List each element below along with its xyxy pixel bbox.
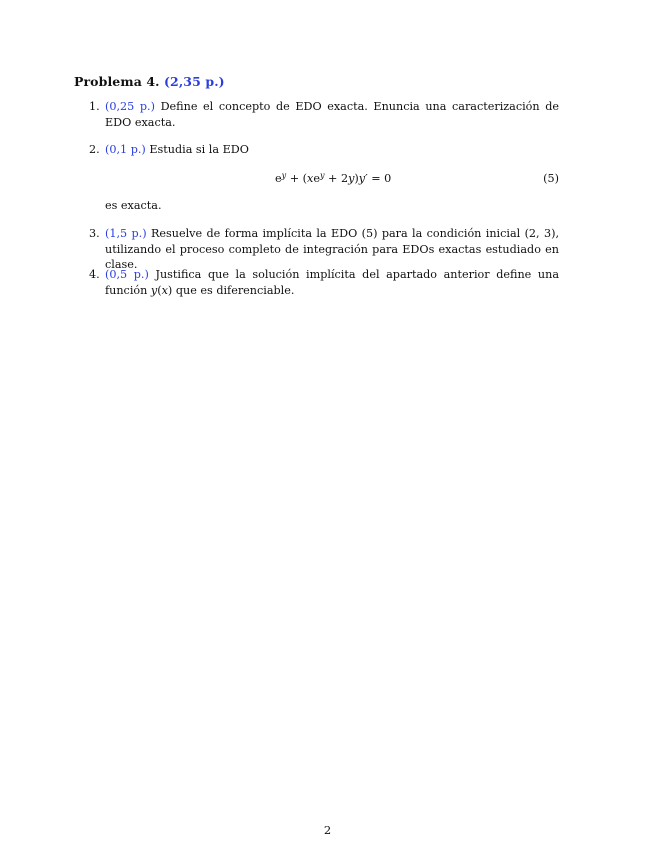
problem-points: (2,35 p.) <box>164 74 225 89</box>
item-number: 4. <box>89 268 100 281</box>
item-points: (0,5 p.) <box>105 268 149 281</box>
item-text <box>105 142 559 158</box>
equation-number: (5) <box>543 172 559 185</box>
page-number: 2 <box>323 823 332 837</box>
list-item <box>89 226 559 273</box>
equation: $e^y + (xe^y + 2y)y' = 0$ <box>275 171 392 185</box>
problem-title: Problema 4. <box>74 74 160 89</box>
equation-line <box>89 171 559 187</box>
item-number: 1. <box>89 100 100 113</box>
list-item <box>89 142 559 158</box>
item-text <box>105 99 559 130</box>
item-number: 2. <box>89 143 100 156</box>
list-item <box>89 267 559 298</box>
item-body: Resuelve de forma implícita la EDO (5) para la condición inicial (2, 3), utilizando el proceso completo de integración para EDOs exactas estudiado en clase. <box>105 227 560 271</box>
item-number: 3. <box>89 227 100 240</box>
item-text: (0,5 p.) Justifica que la solución implícita del apartado anterior define una función y(x) que es diferenciable. <box>105 268 559 297</box>
item-points: (0,1 p.) <box>105 143 146 156</box>
item-points: (0,25 p.) <box>105 100 155 113</box>
item-body: Justifica que la solución implícita del apartado anterior define una función <box>105 268 559 297</box>
item-body: Define el concepto de EDO exacta. Enuncia una caracterización de EDO exacta. <box>105 100 560 129</box>
item-points: (1,5 p.) <box>105 227 147 240</box>
item-continuation: es exacta. <box>105 199 162 212</box>
list-item <box>89 99 559 130</box>
problem-heading <box>74 74 225 89</box>
item-body: Estudia si la EDO <box>149 143 249 156</box>
item-text <box>105 226 559 273</box>
